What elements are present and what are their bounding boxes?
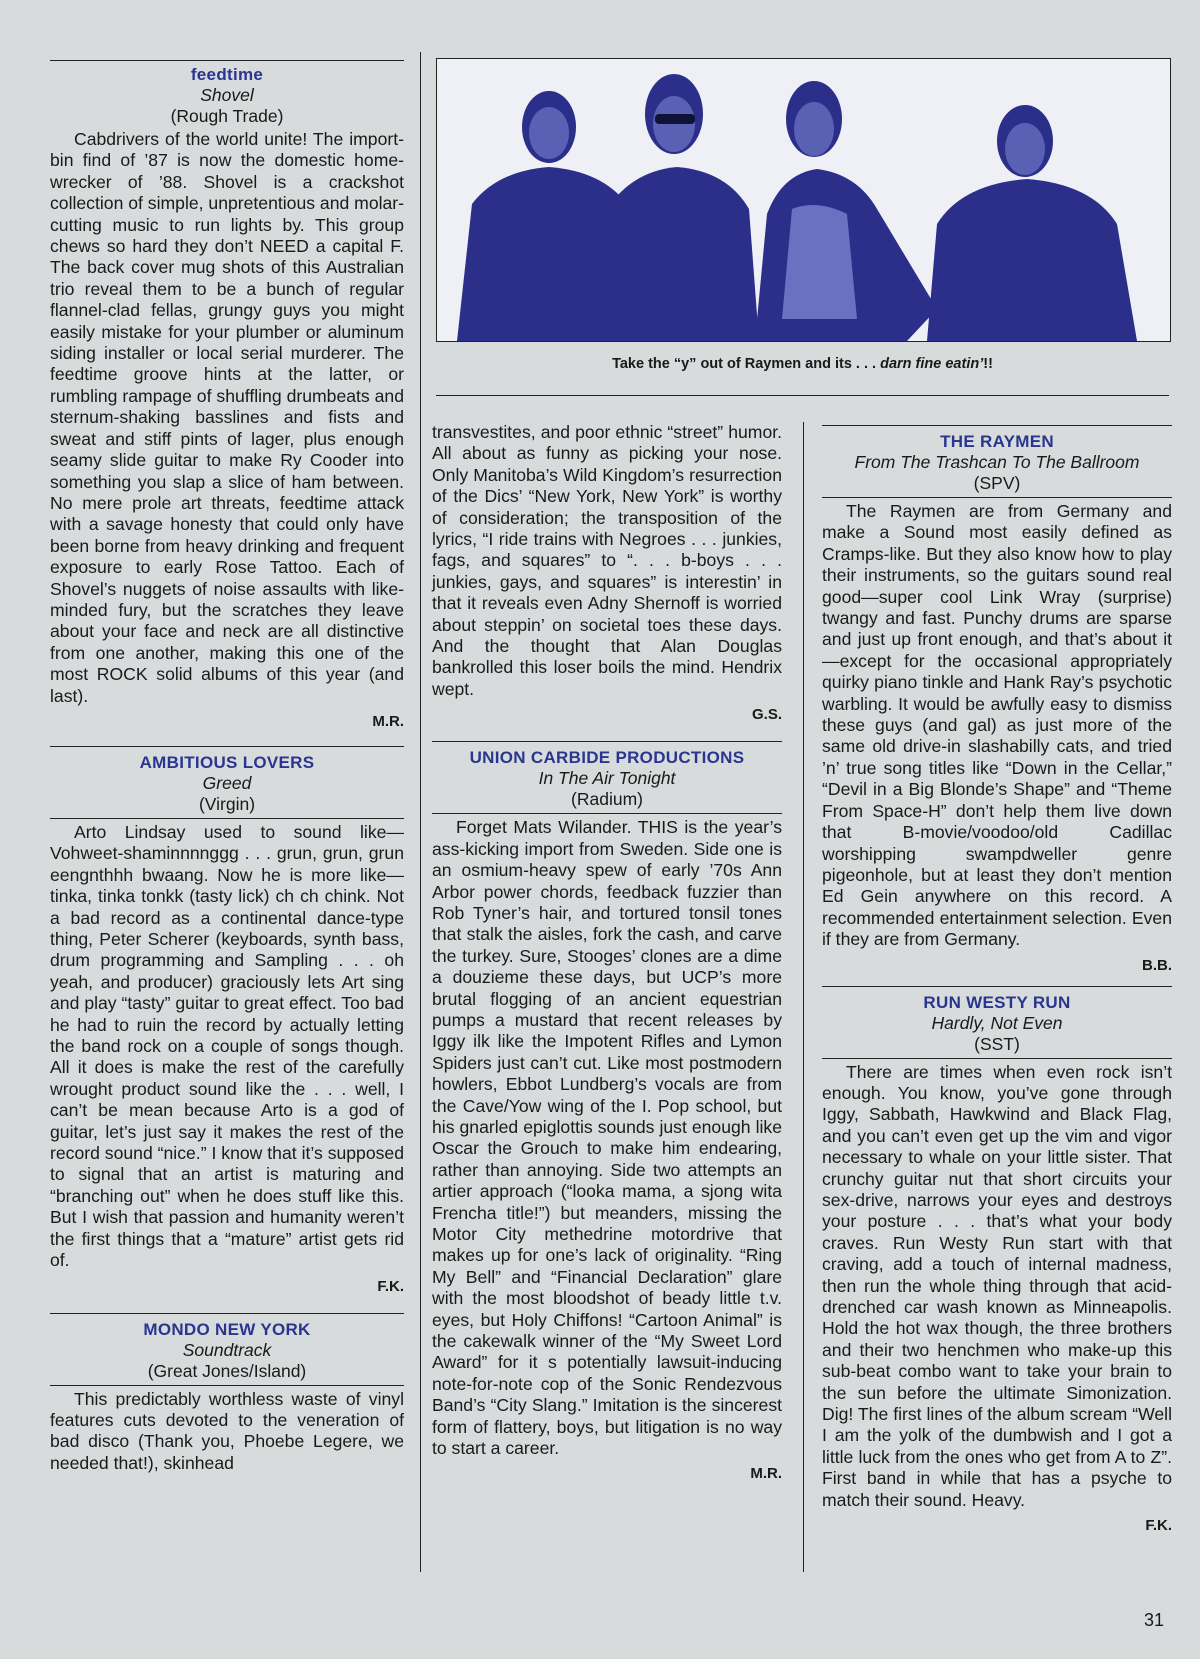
review-mondo-new-york [50,1320,404,1475]
review-text: Arto Lindsay used to sound like—Vohweet-shaminnnnggg . . . grun, grun, grun eengnthhh bwaang. Now he is more like—tinka, tinka tonkk (tasty lick) ch ch chink. Not a bad record as a continental dance-type thing, Peter Scherer (keyboards, synth bass, drum programming and Sampling . . . oh yeah, and producer) graciously lets Art sing and play “tasty” guitar to great effect. Too bad he had to ruin the record by actually letting the band rock on a couple of songs though. All it does is make the rest of the carefully wrought product sound like the . . . well, I can’t be mean because Arto is a god of guitar, let’s just say it makes the rest of the record sound “nice.” I know that it’s supposed to signal that an artist is maturing and “branching out” when he does stuff like this. But I wish that passion and humanity weren’t the first things that a “mature” artist gets rid of. [50,821,404,1271]
review-text: Cabdrivers of the world unite! The import-bin find of ’87 is now the domestic home-wrecker of ’88. Shovel is a crackshot collection of simple, unpretentious and molar-cutting music to run lights by. This group chews so hard they don’t NEED a capital F. The back cover mug shots of this Australian trio reveal them to be a bunch of regular flannel-clad fellas, grungy guys you might easily mistake for your plumber or aluminum siding installer or local serial murderer. The feedtime groove hints at the latter, or rumbling rampage of shuffling drumbeats and sternum-shaking basslines and fists and sweat and stiff pints of lager, plus enough seamy slide guitar to make Ry Cooder into something you slap a slice of ham between. No mere prole art threats, feedtime attack with a savage honesty that could only have been borne from heavy drinking and frequent exposure to early Rose Tattoo. Each of Shovel’s nuggets of noise assaults with like-minded fury, but the scratches they leave about your face and neck are all distinctive from one another, making this one of the most ROCK solid albums of this year (and last). [50,129,405,706]
reviewer: G.S. [751,706,782,724]
reviewer: B.B. [1142,956,1172,974]
reviewer: F.K. [377,1277,404,1295]
divider [50,818,404,819]
photo-caption [436,356,1169,372]
review-text: Forget Mats Wilander. THIS is the year’s ass-kicking import from Sweden. Side one is an osmium-heavy spew of early ’70s Ann Arbor power chords, feedback fuzzier than Rob Tyner’s hair, and tortured tonsil tones that stalk the aisles, fork the cash, and carve the turkey. Sure, Stooges’ clones are a dime a douzieme these days, but UCP’s more brutal flogging of an ancient equestrian pumps a mustard that recent releases by Iggy ilk like the Impotent Rifles and Lymon Spiders just can’t cut. Like most postmodern howlers, Ebbot Lundberg’s vocals are from the Cave/Yow wing of the I. Pop school, but his gnarled epiglottis sounds just enough like Oscar the Grouch to make him endearing, rather than annoying. Side two attempts an artier approach (“looka mama, a sjong wita Frencha title!”) but meanders, missing the Motor City methedrine motordrive that makes up for one’s lack of originality. “Ring My Bell” and “Financial Declaration” glare with the most bloodshot of beady little t.v. eyes, but Holy Chiffons! “Cartoon Animal” is the cakewalk winner of the “My Sweet Lord Award” for it s potentially lawsuit-inducing note-for-note cop of the Sonic Rendezvous Band’s “City Slang.” Imitation is the sincerest form of flattery, boys, but litigation is no way to start a career. [432,817,782,1459]
divider [50,60,404,61]
band-name: feedtime [190,65,264,84]
divider [822,986,1172,987]
band-photo [436,58,1171,342]
album-title: Hardly, Not Even [931,1012,1063,1033]
caption-emphasis: darn fine eatin’ [880,356,984,372]
review-union-carbide-productions [432,748,782,1482]
band-photo-image [437,59,1170,341]
album-title: In The Air Tonight [538,768,676,789]
album-title: Soundtrack [182,1339,272,1360]
divider [822,497,1172,498]
reviewer: M.R. [372,712,404,730]
column-3 [822,425,1172,1534]
review-feedtime [50,65,404,730]
record-label: (SST) [974,1033,1020,1054]
album-title: Greed [202,772,252,793]
album-title: From The Trashcan To The Ballroom [854,452,1140,472]
review-the-raymen [822,432,1172,974]
divider [432,813,782,814]
band-name: MONDO NEW YORK [143,1319,311,1339]
divider [432,741,782,742]
band-name: RUN WESTY RUN [923,992,1071,1012]
record-label: (Great Jones/Island) [147,1360,307,1381]
review-text: This predictably worthless waste of vinyl features cuts devoted to the veneration of bad disco (Thank you, Phoebe Legere, we needed that!), skinhead [50,1388,404,1473]
divider [822,1058,1172,1059]
review-text: The Raymen are from Germany and make a Sound most easily defined as Cramps-like. But they also know how to play their instruments, so the guitars sound real good—super cool Link Wray (surprise) twangy and fast. Punchy drums are sparse and just up front enough, and that’s about it—except for the occasional appropriately quirky piano tinkle and Hank Ray’s psychotic warbling. It would be awfully easy to dismiss these guys (and gal) as just more of the same old drive-in slashabilly cats, and tried ’n’ true song titles like “Down in the Cellar,” “Devil in a Big Blonde’s Shape” and “Theme From Space-H” don’t help them live down that B-movie/voodoo/old Cadillac worshipping swampdweller genre pigeonhole, but at least they don’t mention Ed Gein anywhere on this record. A recommended entertainment selection. Even if they are from Germany. [822,501,1172,950]
column-1 [50,60,404,1474]
review-ambitious-lovers [50,753,404,1295]
review-text: There are times when even rock isn’t enough. You know, you’ve gone through Iggy, Sabbath, Hawkwind and Black Flag, and you can’t even get up the vim and vigor necessary to whale on your little sister. That crunchy guitar nut that short circuits your sex-drive, narrows your eyes and destroys your posture . . . that’s what your body craves. Run Westy Run start with that craving, add a touch of internal madness, then run the whole thing through that acid-drenched car wash known as Minneapolis. Hold the hot wax though, the three brothers and their two henchmen who make-up this sub-beat combo want to take your brain to the sun before the ultimate Simonization. Dig! The first lines of the album scream “Well I am the yolk of the dumbwish and I got a little luck from the ones who get from A to Z”. First band in while that has a psyche to match their sound. Heavy. [822,1061,1172,1510]
column-divider [803,422,804,1572]
record-label: (Rough Trade) [170,106,284,126]
divider [436,395,1169,396]
band-name: UNION CARBIDE PRODUCTIONS [469,748,745,768]
review-text: transvestites, and poor ethnic “street” humor. All about as funny as picking your nose. Only Manitoba’s Wild Kingdom’s resurrection of the Dics’ “New York, New York” is worthy of consideration; the transposition of the lyrics, “I ride trains with Negroes . . . junkies, fags, and squares” to “. . . b-boys . . . junkies, gays, and squares” is interestin’ in that it reveals even Adny Shernoff is worried about steppin’ on societal toes these days. And the thought that Alan Douglas bankrolled this loser boils the mind. Hendrix wept. [432,422,782,699]
divider [50,1313,404,1314]
record-label: (Radium) [571,789,643,810]
page-number: 31 [1144,1610,1165,1630]
divider [822,425,1172,426]
caption-text: Take the “y” out of Raymen and its . . . [612,356,881,372]
divider [50,746,404,747]
album-title: Shovel [200,85,254,105]
divider [50,1385,404,1386]
column-2 [432,422,782,1482]
reviewer: F.K. [1145,1517,1172,1535]
record-label: (SPV) [973,473,1021,493]
reviewer: M.R. [750,1465,782,1483]
review-run-westy-run [822,993,1172,1535]
caption-end: !! [983,356,993,372]
review-mondo-continued [432,422,782,700]
column-divider [420,52,421,1572]
band-name: AMBITIOUS LOVERS [139,752,315,772]
record-label: (Virgin) [198,793,256,814]
band-name: THE RAYMEN [940,432,1054,451]
